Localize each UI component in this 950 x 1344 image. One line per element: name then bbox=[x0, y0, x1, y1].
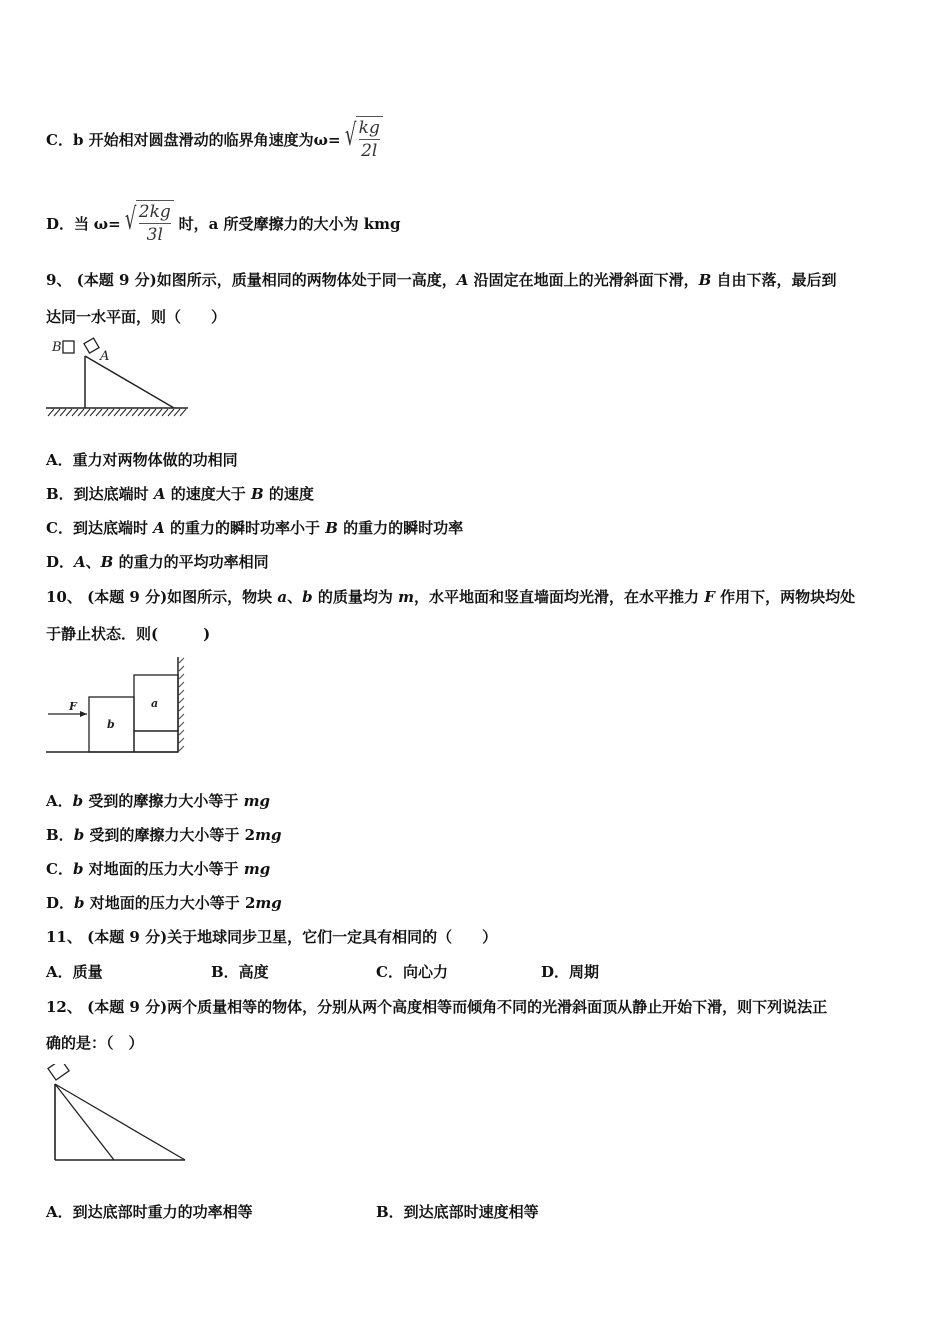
q10-figure-label-f: F bbox=[69, 700, 77, 713]
q12-steep-slope bbox=[55, 1084, 114, 1160]
q9-figure-label-a: A bbox=[100, 349, 110, 364]
q8-option-d-omega: ω= bbox=[93, 215, 121, 233]
q8-option-c-numerator: kg bbox=[358, 118, 380, 138]
q9-incline-figure bbox=[46, 336, 196, 420]
q8-option-d-label: D．当 bbox=[46, 215, 90, 233]
q11-option-a[interactable]: A．质量 bbox=[46, 963, 103, 981]
q10-figure-label-b: b bbox=[107, 718, 115, 731]
q9-option-b[interactable]: B．到达底端时 A 的速度大于 B 的速度 bbox=[46, 485, 314, 503]
q9-option-d[interactable]: D．A、B 的重力的平均功率相同 bbox=[46, 553, 269, 571]
q8-option-d-sqrt-formula bbox=[121, 200, 174, 246]
sqrt-symbol: √ bbox=[344, 118, 356, 153]
q12-stem-line2: 确的是：（ ） bbox=[46, 1034, 144, 1052]
q11-option-d[interactable]: D．周期 bbox=[541, 963, 600, 981]
q8-option-c-omega: ω= bbox=[313, 131, 341, 149]
q11-option-c[interactable]: C．向心力 bbox=[376, 963, 448, 981]
q8-option-c-label: C．b 开始相对圆盘滑动的临界角速度为 bbox=[46, 131, 314, 149]
q10-wall-hatching bbox=[179, 658, 184, 751]
q8-option-d-denominator: 3l bbox=[146, 225, 163, 245]
q8-option-d-tail: 时，a 所受摩擦力的大小为 kmg bbox=[178, 215, 401, 233]
q9-ground-hatching bbox=[48, 409, 186, 416]
q9-block-a bbox=[84, 338, 99, 353]
q10-option-c[interactable]: C．b 对地面的压力大小等于 mg bbox=[46, 860, 271, 878]
q12-option-a[interactable]: A．到达底部时重力的功率相等 bbox=[46, 1203, 253, 1221]
q8-option-c-sqrt-formula bbox=[341, 116, 383, 162]
q11-stem: 11、 (本题 9 分)关于地球同步卫星，它们一定具有相同的（ ） bbox=[46, 928, 498, 946]
q10-stem-line2: 于静止状态．则( ) bbox=[46, 625, 211, 643]
q12-block bbox=[48, 1064, 69, 1080]
q9-option-c[interactable]: C．到达底端时 A 的重力的瞬时功率小于 B 的重力的瞬时功率 bbox=[46, 519, 464, 537]
q12-gentle-slope bbox=[55, 1084, 185, 1160]
sqrt-symbol: √ bbox=[124, 202, 136, 237]
q8-option-d[interactable] bbox=[46, 202, 400, 248]
q12-two-inclines-figure bbox=[46, 1064, 192, 1166]
q10-support bbox=[134, 731, 178, 752]
q10-option-b[interactable]: B．b 受到的摩擦力大小等于 2mg bbox=[46, 826, 282, 844]
q10-arrowhead-icon bbox=[80, 711, 87, 717]
q9-block-b bbox=[63, 341, 74, 353]
q11-option-b[interactable]: B．高度 bbox=[211, 963, 269, 981]
q9-incline-slope bbox=[85, 356, 174, 408]
q10-figure-label-a: a bbox=[151, 697, 159, 710]
q8-option-c[interactable] bbox=[46, 118, 383, 164]
q10-stem-line1: 10、 (本题 9 分)如图所示，物块 a、b 的质量均为 m，水平地面和竖直墙面均光滑，在水平推力 F 作用下，两物块均处 bbox=[46, 588, 856, 606]
q8-option-d-numerator: 2kg bbox=[138, 202, 171, 222]
q9-stem-line2: 达同一水平面，则（ ） bbox=[46, 308, 227, 326]
q10-blocks-figure bbox=[46, 655, 186, 759]
q9-option-a[interactable]: A．重力对两物体做的功相同 bbox=[46, 451, 238, 469]
q12-stem-line1: 12、 (本题 9 分)两个质量相等的物体，分别从两个高度相等而倾角不同的光滑斜面顶从静止开始下滑，则下列说法正 bbox=[46, 998, 828, 1016]
q9-figure-label-b: B bbox=[52, 340, 62, 355]
q9-stem-line1: 9、 (本题 9 分)如图所示，质量相同的两物体处于同一高度，A 沿固定在地面上的光滑斜面下滑，B 自由下落，最后到 bbox=[46, 271, 837, 289]
q10-option-a[interactable]: A．b 受到的摩擦力大小等于 mg bbox=[46, 792, 270, 810]
q12-option-b[interactable]: B．到达底部时速度相等 bbox=[376, 1203, 539, 1221]
q10-option-d[interactable]: D．b 对地面的压力大小等于 2mg bbox=[46, 894, 282, 912]
q8-option-c-denominator: 2l bbox=[361, 141, 378, 161]
